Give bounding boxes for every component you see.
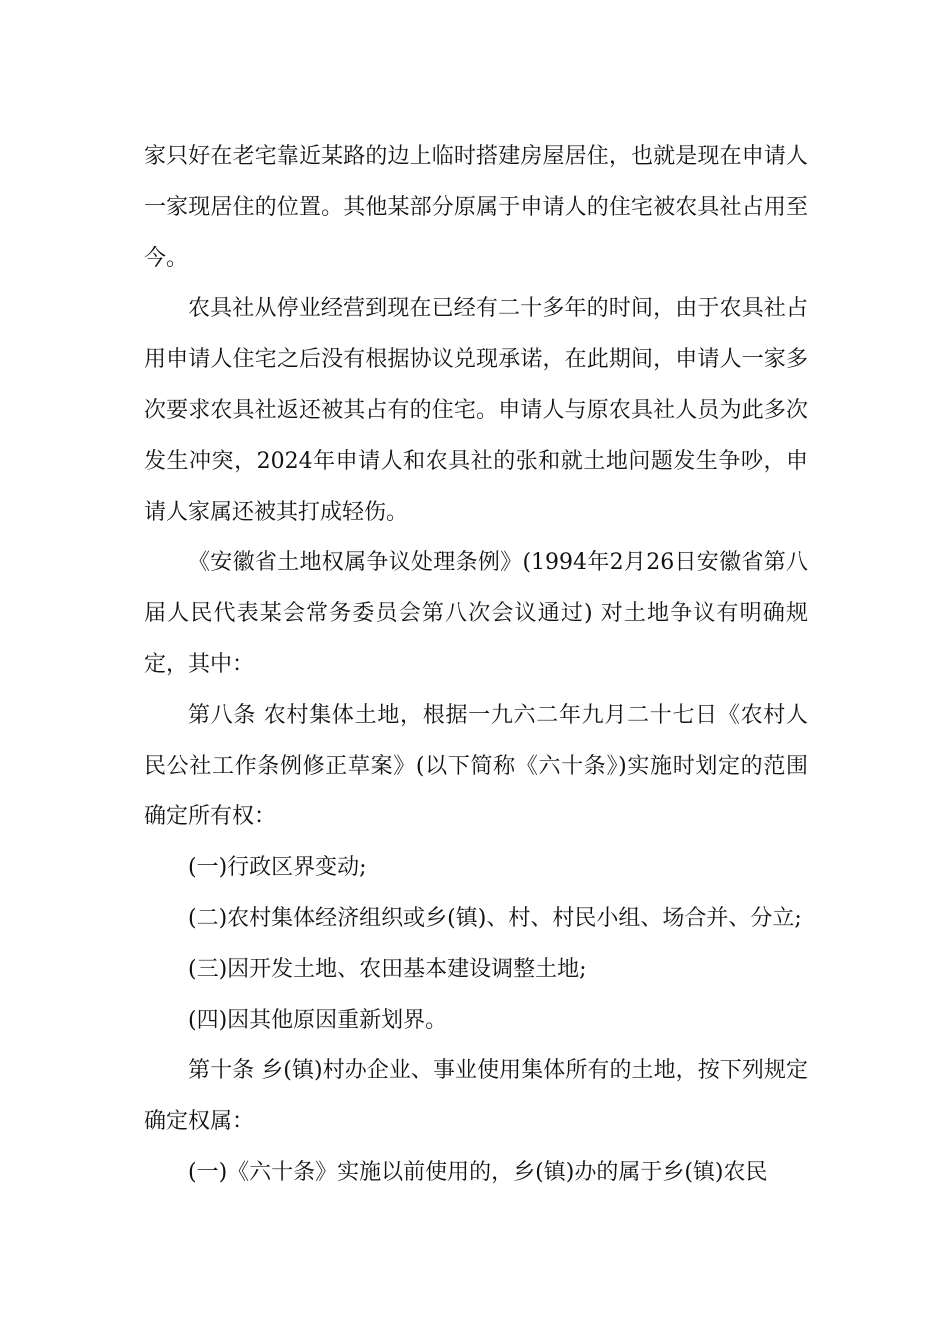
paragraph-10: (一)《六十条》实施以前使用的，乡(镇)办的属于乡(镇)农民 [188,1159,768,1185]
paragraph-9: 第十条 乡(镇)村办企业、事业使用集体所有的土地，按下列规定确定权属： [144,1058,808,1135]
paragraph-8: (四)因其他原因重新划界。 [188,1007,448,1033]
paragraph-6: (二)农村集体经济组织或乡(镇)、村、村民小组、场合并、分立; [188,905,802,931]
paragraph-4: 第八条 农村集体土地，根据一九六二年九月二十七日《农村人民公社工作条例修正草案》(以下简称《六十条》)实施时划定的范围确定所有权： [144,702,808,830]
paragraph-5: (一)行政区界变动; [188,855,367,881]
paragraph-1: 家只好在老宅靠近某路的边上临时搭建房屋居住，也就是现在申请人一家现居住的位置。其他某部分原属于申请人的住宅被农具社占用至今。 [144,144,808,271]
paragraph-3: 《安徽省土地权属争议处理条例》(1994年2月26日安徽省第八届人民代表某会常务委员会第八次会议通过) 对土地争议有明确规定，其中： [144,550,808,677]
paragraph-2: 农具社从停业经营到现在已经有二十多年的时间，由于农具社占用申请人住宅之后没有根据协议兑现承诺，在此期间，申请人一家多次要求农具社返还被其占有的住宅。申请人与原农具社人员为此多次发生冲突，2024年申请人和农具社的张和就土地问题发生争吵，申请人家属还被其打成轻伤。 [144,296,808,525]
paragraph-7: (三)因开发土地、农田基本建设调整土地; [188,956,587,982]
document-body [144,132,808,1199]
